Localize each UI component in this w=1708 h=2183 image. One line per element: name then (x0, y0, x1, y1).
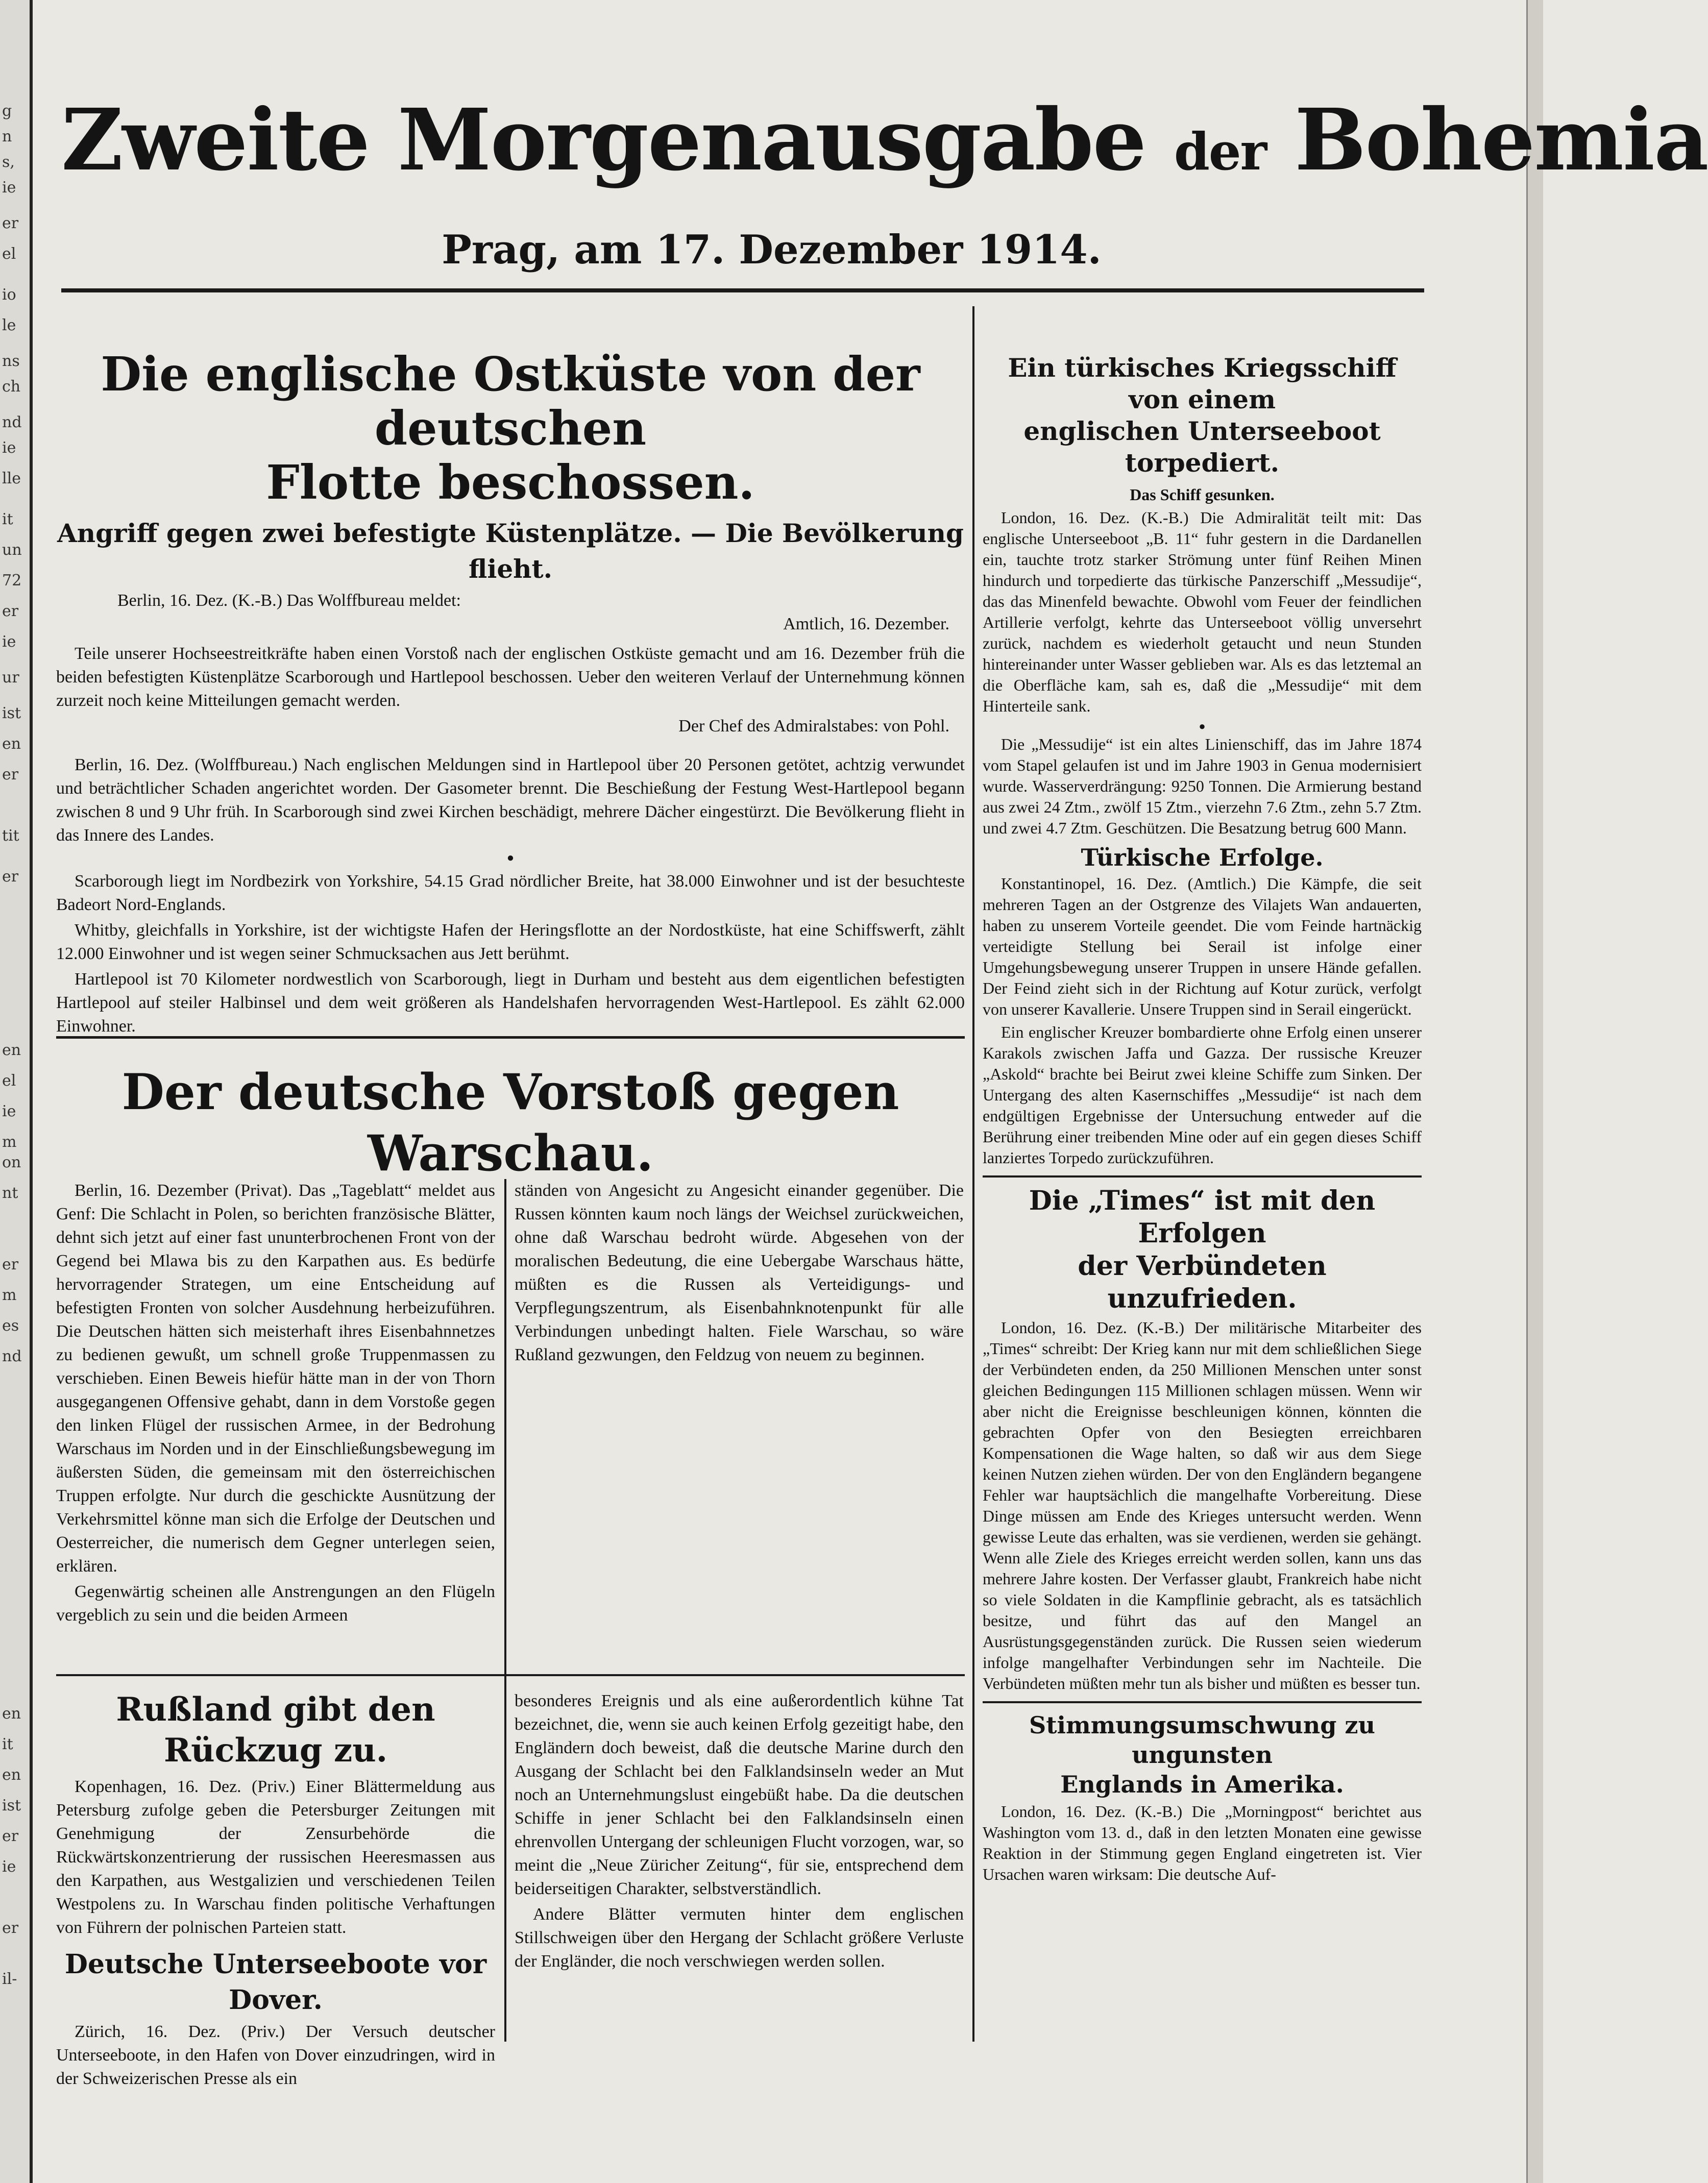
gutter-fragment: en (2, 1705, 21, 1723)
gutter-fragment: es (2, 1317, 19, 1335)
paragraph: London, 16. Dez. (K.-B.) Die „Morningpost“ berichtet aus Washington vom 13. d., daß in den letzten Monaten eine gewisse Reaktion in der Stimmung gegen England eingetreten ist. Vier Ursachen waren wirksam: Die deutsche Auf- (983, 1802, 1422, 1883)
gutter-fragment: it (2, 1735, 13, 1753)
paragraph: Zürich, 16. Dez. (Priv.) Der Versuch deutscher Unterseeboote, in den Hafen von Dover einzudringen, wird in der Schweizerischen Presse als ein (56, 2022, 495, 2088)
masthead-title (61, 90, 1708, 198)
headline-times-line1: Die „Times“ ist mit den Erfolgen (1029, 1185, 1376, 1249)
paragraph: Andere Blätter vermuten hinter dem englischen Stillschweigen über den Hergang der Schlacht größere Verluste der Engländer, die noch verschwiegen werden sollen. (515, 1905, 964, 1971)
paragraph: besonderes Ereignis und als eine außerordentlich kühne Tat bezeichnet, die, wenn sie auch keinen Erfolg gezeitigt habe, den Engländern doch beweist, daß die deutsche Marine durch den Ausgang der Schlacht bei den Falklandsinseln weder an Mut noch an Unternehmungslust eingebüßt habe. Da die deutschen Schiffe in jener Schlacht bei den Falklandsinseln einen ehrenvollen Untergang der schleunigen Flucht vorzogen, war, so meint die „Neue Züricher Zeitung“, für sie, entsprechend dem beiderseitigen Charakter, selbstverständlich. (515, 1691, 964, 1898)
article-rueckzug (56, 1689, 495, 2093)
masthead-title-der: der (1174, 121, 1266, 182)
gutter-fragment: en (2, 735, 21, 753)
subheadline-kriegsschiff: Das Schiff gesunken. (1130, 485, 1275, 504)
paragraph: Ein englischer Kreuzer bombardierte ohne Erfolg einen unserer Karakols zwischen Jaffa und Gazza. Der russische Kreuzer „Askold“ brachte bei Beirut zwei kleine Schiffe zum Sinken. Der Untergang des alten Kasernschiffes „Messudije“ ist nach dem endgültigen Ergebnisse der Untersuchung entweder auf die Berührung einer treibenden Mine oder auf ein gegen dieses Schiff lanziertes Torpedo zurückzuführen. (983, 1023, 1422, 1167)
headline-rueckzug: Rußland gibt den Rückzug zu. (116, 1690, 435, 1770)
subheadline-ostkueste: Angriff gegen zwei befestigte Küstenplätze. — Die Bevölkerung flieht. (57, 518, 964, 584)
section-rule (56, 1036, 965, 1039)
gutter-fragment: er (2, 214, 19, 232)
warschau-column-1 (56, 1179, 495, 1629)
article-dover-continued (515, 1689, 964, 1975)
section-rule (983, 1175, 1422, 1178)
amtlich-line: Amtlich, 16. Dezember. (783, 615, 949, 633)
paragraph: Gegenwärtig scheinen alle Anstrengungen an den Flügeln vergeblich zu sein und die beiden Armeen (56, 1582, 495, 1625)
paragraph: Scarborough liegt im Nordbezirk von Yorkshire, 54.15 Grad nördlicher Breite, hat 38.000 Einwohner und ist der besuchteste Badeort Nord-Englands. (56, 872, 965, 914)
gutter-fragment: ur (2, 669, 19, 686)
paragraph: Die „Messudije“ ist ein altes Linienschiff, das im Jahre 1874 vom Stapel gelaufen ist und im Jahre 1903 in Genua modernisiert wurde. Wasserverdrängung: 9250 Tonnen. Die Armierung bestand aus zwei 24 Ztm., zwölf 15 Ztm., vierzehn 7.6 Ztm., zehn 5.7 Ztm. und zwei 4.7 Ztm. Geschützen. Die Besatzung betrug 600 Mann. (983, 735, 1422, 837)
gutter-fragment: it (2, 510, 13, 528)
gutter-fragment: ie (2, 1858, 16, 1876)
headline-dover: Deutsche Unterseeboote vor Dover. (64, 1949, 487, 2016)
gutter-fragment: le (2, 316, 16, 334)
gutter-fragment: er (2, 766, 19, 783)
gutter-fragment: er (2, 868, 19, 886)
gutter-fragment: ie (2, 633, 16, 651)
headline-ostkueste-line2: Flotte beschossen. (266, 455, 755, 510)
gutter-fragment: il- (2, 1970, 17, 1988)
paragraph: ständen von Angesicht zu Angesicht einander gegenüber. Die Russen könnten kaum noch längs der Weichsel zurückweichen, ohne daß Warschau bedroht würde. Abgesehen von der moralischen Bedeutung, die eine Uebergabe Warschaus hätte, müßten es die Russen als Verteidigungs- und Verpflegungszentrum, als Eisenbahnknotenpunkt für alle Verbindungen unbedingt halten. Fiele Warschau, so wäre Rußland gezwungen, den Feldzug von neuem zu beginnen. (515, 1181, 964, 1364)
gutter-fragment: ie (2, 439, 16, 457)
article-warschau (56, 1062, 965, 1184)
gutter-fragment: ns (2, 352, 20, 370)
gutter-fragment: nd (2, 1347, 22, 1365)
headline-stimmung-line1: Stimmungsumschwung zu ungunsten (1029, 1711, 1375, 1769)
gutter-fragment: ist (2, 1797, 21, 1814)
headline-stimmung-line2: Englands in Amerika. (1060, 1771, 1344, 1798)
gutter-fragment: el (2, 1072, 16, 1090)
paragraph: Konstantinopel, 16. Dez. (Amtlich.) Die Kämpfe, die seit mehreren Tagen an der Ostgrenze des Vilajets Wan andauerten, haben zu unserem Vorteile geendet. Die vom Feinde hartnäckig verteidigte Stellung bei Serail ist infolge einer Umgehungsbewegung unserer Truppen in unsere Hände gefallen. Der Feind zieht sich in der Richtung auf Kotur zurück, verfolgt von unserer Kavallerie. Unsere Truppen sind in Serail eingerückt. (983, 874, 1422, 1018)
gutter-fragment: g (2, 102, 12, 120)
right-column: Ein türkisches Kriegsschiff von einem englischen Unterseeboot torpediert. Das Schiff gesunken. London, 16. Dez. (K.-B.) Die Admiralität teilt mit: Das englische Unterseeboot „B. 11“ fuhr gestern in die Dardanellen ein, tauchte trotz starker Strömung unter fünf Reihen Minen hindurch und torpedierte das türkische Panzerschiff „Messudije“, das das Minenfeld bewachte. Obwohl vom Feuer der feindlichen Artillerie verfolgt, kehrte das Unterseeboot völlig unversehrt zurück, nachdem es wiederholt getaucht und neun Stunden hintereinander unter Wasser geblieben war. Als es das letztemal an die Oberfläche kam, sah es, daß die „Messudije“ mit dem Hinterteile sank. ● Die „Messudije“ ist ein altes Linienschiff, das im Jahre 1874 vom Stapel gelaufen ist und im Jahre 1903 in Genua modernisiert wurde. Wasserverdrängung: 9250 Tonnen. Die Armierung bestand aus zwei 24 Ztm., zwölf 15 Ztm., vierzehn 7.6 Ztm., zehn 5.7 Ztm. und zwei 4.7 Ztm. Geschützen. Die Besatzung betrug 600 Mann. Türkische Erfolge. Konstantinopel, 16. Dez. (Amtlich.) Die Kämpfe, die seit mehreren Tagen an der Ostgrenze des Vilajets Wan andauerten, haben zu unserem Vorteile geendet. Die vom Feinde hartnäckig verteidigte Stellung bei Serail ist infolge einer Umgehungsbewegung unserer Truppen in unsere Hände gefallen. Der Feind zieht sich in der Richtung auf Kotur zurück, verfolgt von unserer Kavallerie. Unsere Truppen sind in Serail eingerückt. Ein englischer Kreuzer bombardierte ohne Erfolg einen unserer Karakols zwischen Jaffa und Gazza. Der russische Kreuzer „Askold“ brachte bei Beirut zwei kleine Schiffe zum Sinken. Der Untergang des alten Kasernschiffes „Messudije“ ist nach dem endgültigen Ergebnisse der Untersuchung entweder auf die Berührung einer treibenden Mine oder auf ein gegen dieses Schiff lanziertes Torpedo zurückzuführen. Die „Times“ ist mit den Erfolgen der Verbündeten unzufrieden. London, 16. Dez. (K.-B.) Der militärische Mitarbeiter des „Times“ schreibt: Der Krieg kann nur mit dem schließlichen Siege der Verbündeten enden, da 250 Millionen Menschen unter sonst gleichen Bedingungen 115 Millionen schlagen müssen. Wenn wir aber nicht die Ereignisse beschleunigen können, könnten die gebrachten Opfer von den Besiegten erreichbaren Kompensationen die Wage halten, so daß wir aus dem Siege keinen Nutzen ziehen würden. Der von den Engländern begangene Fehler war hauptsächlich die mangelhafte Vorbereitung. Diese Dinge müssen am Ende des Krieges untersucht werden. Wenn gewisse Leute das erhalten, was sie verdienen, werden sie gehängt. Wenn alle Ziele des Krieges erreicht werden sollen, kann uns das mehrere Jahre kosten. Der Verfasser glaubt, Frankreich habe nicht so viele Soldaten in die Kampflinie gebracht, als es tatsächlich besitze, und führt das auf den Mangel an Ausrüstungsgegenständen zurück. Die Russen seien wiederum infolge mangelhafter Verbindungen sehr im Nachteile. Die Verbündeten müßten mehr tun als bisher und müßten es besser tun. Stimmungsumschwung zu ungunsten Englands in Amerika. London, 16. Dez. (K.-B.) Die „Morningpost“ berichtet aus Washington vom 13. d., daß in den letzten Monaten eine gewisse Reaktion in der Stimmung gegen England eingetreten ist. Vier Ursachen waren wirksam: Die deutsche Auf- (983, 352, 1422, 1887)
gutter-fragment: en (2, 1766, 21, 1784)
gutter-fragment: nd (2, 413, 22, 431)
gutter-fragment: nt (2, 1184, 18, 1202)
headline-warschau: Der deutsche Vorstoß gegen Warschau. (121, 1063, 899, 1182)
warschau-column-2 (515, 1179, 964, 1369)
gutter-fragment: er (2, 1827, 19, 1845)
column-rule-middle (504, 1179, 506, 2042)
gutter-fragment: on (2, 1154, 21, 1171)
headline-ostkueste-line1: Die englische Ostküste von der deutschen (101, 347, 920, 456)
right-page-edge (1526, 0, 1543, 2183)
gutter-fragment: s, (2, 153, 15, 171)
gutter-fragment: un (2, 541, 22, 559)
gutter-fragment: ie (2, 1102, 16, 1120)
paragraph: Teile unserer Hochseestreitkräfte haben einen Vorstoß nach der englischen Ostküste gemacht und am 16. Dezember früh die beiden befestigten Küstenplätze Scarborough und Hartlepool beschossen. Ueber den weiteren Verlauf der Unternehmung können zurzeit noch keine Mitteilungen gemacht werden. (56, 644, 965, 710)
paragraph: London, 16. Dez. (K.-B.) Die Admiralität teilt mit: Das englische Unterseeboot „B. 11“ fuhr gestern in die Dardanellen ein, tauchte trotz starker Strömung unter fünf Reihen Minen hindurch und torpedierte das türkische Panzerschiff „Messudije“, das das Minenfeld bewachte. Obwohl vom Feuer der feindlichen Artillerie verfolgt, kehrte das Unterseeboot völlig unversehrt zurück, nachdem es wiederholt getaucht und neun Stunden hintereinander unter Wasser geblieben war. Als es das letztemal an die Oberfläche kam, sah es, daß die „Messudije“ mit dem Hinterteile sank. (983, 508, 1422, 715)
headline-times-line2: der Verbündeten unzufrieden. (1078, 1250, 1327, 1314)
gutter-fragment: n (2, 128, 12, 145)
section-rule (56, 1674, 965, 1676)
gutter-fragment: lle (2, 470, 21, 487)
masthead-rule (61, 288, 1424, 292)
left-gutter-adjacent-page (0, 0, 33, 2183)
gutter-fragment: ist (2, 704, 21, 722)
headline-kriegsschiff-line1: Ein türkisches Kriegsschiff von einem (1008, 353, 1397, 414)
gutter-fragment: 72 (2, 572, 22, 590)
gutter-fragment: er (2, 1256, 19, 1273)
paragraph: Whitby, gleichfalls in Yorkshire, ist der wichtigste Hafen der Heringsflotte an der Nordostküste, hat eine Schiffswerft, zählt 12.000 Einwohner und ist wegen seiner Schmucksachen aus Jett berühmt. (56, 921, 965, 963)
paragraph: Kopenhagen, 16. Dez. (Priv.) Einer Blättermeldung aus Petersburg zufolge geben die Petersburger Zeitungen mit Genehmigung der Zensurbehörde die Rückwärtskonzentrierung der russischen Heeresmassen aus den Karpathen, aus Westgalizien und verschiedenen Teilen Westpolens zu. In Warschau finden politische Verhaftungen von Führern der polnischen Parteien statt. (56, 1777, 495, 1937)
gutter-fragment: tit (2, 827, 19, 845)
gutter-fragment: er (2, 602, 19, 620)
gutter-fragment: m (2, 1286, 17, 1304)
article-ostkueste: Die englische Ostküste von der deutschen Flotte beschossen. Angriff gegen zwei befestigte Küstenplätze. — Die Bevölkerung flieht. Berlin, 16. Dez. (K.-B.) Das Wolffbureau meldet: Amtlich, 16. Dezember. Teile unserer Hochseestreitkräfte haben einen Vorstoß nach der englischen Ostküste gemacht und am 16. Dezember früh die beiden befestigten Küstenplätze Scarborough und Hartlepool beschossen. Ueber den weiteren Verlauf der Unternehmung können zurzeit noch keine Mitteilungen gemacht werden. Der Chef des Admiralstabes: von Pohl. Berlin, 16. Dez. (Wolffbureau.) Nach englischen Meldungen sind in Hartlepool über 20 Personen getötet, achtzig verwundet und beträchtlicher Schaden angerichtet worden. Der Gasometer brennt. Die Beschießung der Festung West-Hartlepool begann zwischen 8 und 9 Uhr früh. In Scarborough sind zwei Kirchen beschädigt, mehrere Dächer eingestürzt. Die Bevölkerung flieht in das Innere des Landes. ● Scarborough liegt im Nordbezirk von Yorkshire, 54.15 Grad nördlicher Breite, hat 38.000 Einwohner und ist der besuchteste Badeort Nord-Englands. Whitby, gleichfalls in Yorkshire, ist der wichtigste Hafen der Heringsflotte an der Nordostküste, hat eine Schiffswerft, zählt 12.000 Einwohner und ist wegen seiner Schmucksachen aus Jett berühmt. Hartlepool ist 70 Kilometer nordwestlich von Scarborough, liegt in Durham und besteht aus dem eigentlichen befestigten Hartlepool auf steiler Halbinsel und dem weit größeren als Handelshafen hervorragenden West-Hartlepool. Es zählt 62.000 Einwohner. (56, 347, 965, 1040)
paragraph: Hartlepool ist 70 Kilometer nordwestlich von Scarborough, liegt in Durham und besteht aus dem eigentlichen befestigten Hartlepool auf steiler Halbinsel und dem weit größeren als Handelshafen hervorragenden West-Hartlepool. Es zählt 62.000 Einwohner. (56, 970, 965, 1036)
headline-kriegsschiff-line2: englischen Unterseeboot torpediert. (1023, 416, 1381, 478)
column-rule-right (972, 306, 974, 2042)
gutter-fragment: ie (2, 179, 16, 197)
gutter-fragment: en (2, 1041, 21, 1059)
gutter-fragment: er (2, 1919, 19, 1937)
headline-tuerkische: Türkische Erfolge. (1081, 844, 1324, 871)
masthead-title-main: Zweite Morgenausgabe (61, 90, 1146, 190)
paragraph: Berlin, 16. Dez. (Wolffbureau.) Nach englischen Meldungen sind in Hartlepool über 20 Personen getötet, achtzig verwundet und beträchtlicher Schaden angerichtet worden. Der Gasometer brennt. Die Beschießung der Festung West-Hartlepool begann zwischen 8 und 9 Uhr früh. In Scarborough sind zwei Kirchen beschädigt, mehrere Dächer eingestürzt. Die Bevölkerung flieht in das Innere des Landes. (56, 755, 965, 845)
gutter-fragment: m (2, 1133, 17, 1151)
section-rule (983, 1701, 1422, 1703)
dateline-intro: Berlin, 16. Dez. (K.-B.) Das Wolffbureau meldet: (117, 591, 461, 610)
paragraph: London, 16. Dez. (K.-B.) Der militärische Mitarbeiter des „Times“ schreibt: Der Krieg kann nur mit dem schließlichen Siege der Verbündeten enden, da 250 Millionen Menschen unter sonst gleichen Bedingungen 115 Millionen schlagen müssen. Wenn wir aber nicht die Ereignisse beschleunigen können, könnten die gebrachten Opfer von den Besiegten erreichbaren Kompensationen die Wage halten, so daß wir aus dem Siege keinen Nutzen ziehen würden. Der von den Engländern begangene Fehler war hauptsächlich die mangelhafte Vorbereitung. Diese Dinge müssen am Ende des Krieges untersucht werden. Wenn gewisse Leute das erhalten, was sie verdienen, werden sie gehängt. Wenn alle Ziele des Krieges erreicht werden sollen, kann uns das mehrere Jahre kosten. Der Verfasser glaubt, Frankreich habe nicht so viele Soldaten in die Kampflinie gebracht, als es tatsächlich besitze, und führt das auf den Mangel an Ausrüstungsgegenständen zurück. Die Russen seien wiederum infolge mangelhafter Verbindungen sehr im Nachteile. Die Verbündeten müßten mehr tun als bisher und müßten es besser tun. (983, 1318, 1422, 1693)
paragraph: Berlin, 16. Dezember (Privat). Das „Tageblatt“ meldet aus Genf: Die Schlacht in Polen, so berichten französische Blätter, dehnt sich jetzt auf einer fast ununterbrochenen Front von der Gegend bei Mlawa bis zu den Karpathen aus. Es bedürfe hervorragender Strategen, um eine Entscheidung auf befestigten Fronten von solcher Ausdehnung herbeizuführen. Die Deutschen hätten sich meisterhaft ihres Eisenbahnnetzes zu bedienen gewußt, um schnell große Truppenmassen zu verschieben. Einen Beweis hiefür hätte man in der von Thorn ausgegangenen Offensive gehabt, dann in dem Vorstoße gegen den linken Flügel der russischen Armee, in der Bedrohung Warschaus im Norden und in der Einschließungsbewegung im äußersten Süden, die gemeinsam mit den österreichischen Truppen erfolgte. Nur durch die geschickte Ausnützung der Verkehrsmittel könne man sich die Erfolge der Deutschen und Oesterreicher, die numerisch dem Gegner unterlegen seien, erklären. (56, 1181, 495, 1576)
masthead-dateline: Prag, am 17. Dezember 1914. (442, 227, 1102, 273)
gutter-fragment: ch (2, 378, 21, 396)
gutter-fragment: el (2, 245, 16, 263)
gutter-fragment: io (2, 286, 16, 304)
masthead-title-paper: Bohemia (1295, 90, 1708, 190)
signature-line: Der Chef des Admiralstabes: von Pohl. (678, 717, 949, 735)
